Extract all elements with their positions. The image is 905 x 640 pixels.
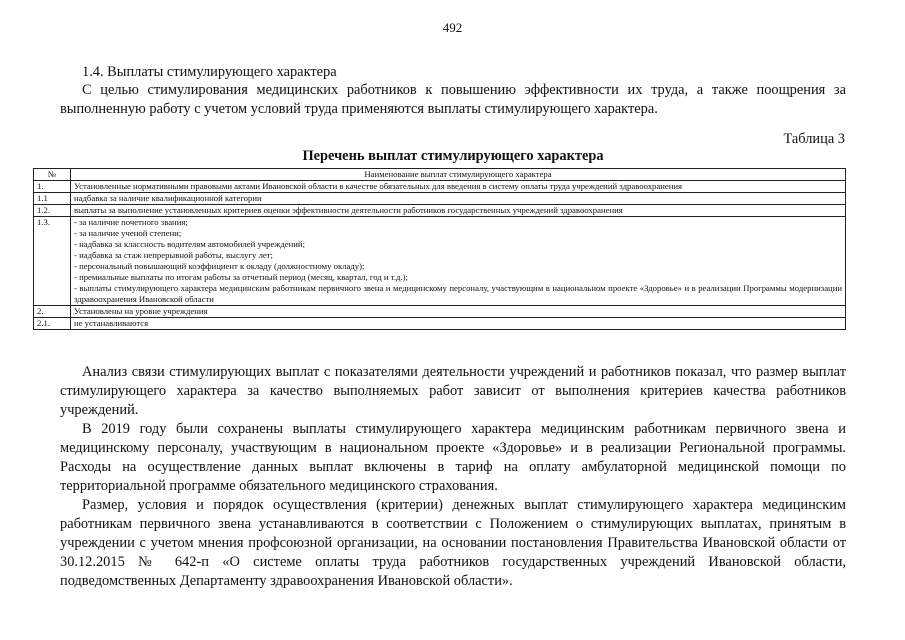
row-text: не устанавливаются (71, 318, 846, 330)
body-text (60, 363, 846, 591)
body-paragraph: В 2019 году были сохранены выплаты стимулирующего характера медицинским работникам первичного звена и медицинскому персоналу, участвующим в национальном проекте «Здоровье» и в реализации Региональной программы. Расходы на осуществление данных выплат включены в тариф на оплату амбулаторной медицинской помощи по территориальной программе обязательного медицинского страхования. (60, 421, 846, 494)
header-num: № (34, 169, 71, 181)
table-label: Таблица 3 (783, 131, 845, 147)
table-header-row (34, 169, 846, 181)
intro-text (60, 81, 846, 119)
row-list (71, 217, 846, 306)
list-item: - надбавка за классность водителям автомобилей учреждений; (74, 239, 305, 249)
table-row (34, 318, 846, 330)
table-row (34, 205, 846, 217)
row-text: выплаты за выполнение установленных критериев оценки эффективности деятельности работников государственных учреждений здравоохранения (71, 205, 846, 217)
row-num: 2.1. (34, 318, 71, 330)
list-item: - премиальные выплаты по итогам работы за отчетный период (месяц, квартал, год и т.д.); (74, 272, 408, 282)
row-num: 2. (34, 306, 71, 318)
payments-table (33, 168, 846, 330)
row-num: 1. (34, 181, 71, 193)
body-paragraph: Анализ связи стимулирующих выплат с показателями деятельности учреждений и работников показал, что размер выплат стимулирующего характера за качество выполняемых работ зависит от выполнения критериев качества работников учреждений. (60, 364, 846, 418)
list-item: - надбавка за стаж непрерывной работы, выслугу лет; (74, 250, 273, 260)
row-num: 1.3. (34, 217, 71, 306)
list-item: - персональный повышающий коэффициент к окладу (должностному окладу); (74, 261, 365, 271)
row-num: 1.1 (34, 193, 71, 205)
row-text: Установленные нормативными правовыми актами Ивановской области в качестве обязательных для введения в систему оплаты труда учреждений здравоохранения (71, 181, 846, 193)
table-row (34, 193, 846, 205)
section-heading: 1.4. Выплаты стимулирующего характера (82, 64, 337, 80)
list-item: - выплаты стимулирующего характера медицинским работникам первичного звена и медицинскому персоналу, участвующим в национальном проекте «Здоровье» и в реализации Программы модернизации здравоохранения Ивановской области (74, 283, 842, 304)
list-item: - за наличие ученой степени; (74, 228, 182, 238)
list-item: - за наличие почетного звания; (74, 217, 188, 227)
page-number: 492 (442, 20, 463, 35)
table-title: Перечень выплат стимулирующего характера (302, 148, 604, 164)
table-row (34, 306, 846, 318)
row-num: 1.2. (34, 205, 71, 217)
intro-paragraph: С целью стимулирования медицинских работников к повышению эффективности их труда, а также поощрения за выполненную работу с учетом условий труда применяются выплаты стимулирующего характера. (60, 82, 846, 117)
table-row (34, 181, 846, 193)
table-row (34, 217, 846, 306)
row-text: Установлены на уровне учреждения (71, 306, 846, 318)
header-name: Наименование выплат стимулирующего характера (71, 169, 846, 181)
row-text: надбавка за наличие квалификационной категории (71, 193, 846, 205)
body-paragraph: Размер, условия и порядок осуществления (критерии) денежных выплат стимулирующего характера медицинским работникам первичного звена устанавливаются в соответствии с Положением о стимулирующих выплатах, принятым в учреждении с учетом мнения профсоюзной организации, на основании постановления Правительства Ивановской области от 30.12.2015 № 642-п «О системе оплаты труда работников государственных учреждений Ивановской области, подведомственных Департаменту здравоохранения Ивановской области». (60, 497, 846, 589)
